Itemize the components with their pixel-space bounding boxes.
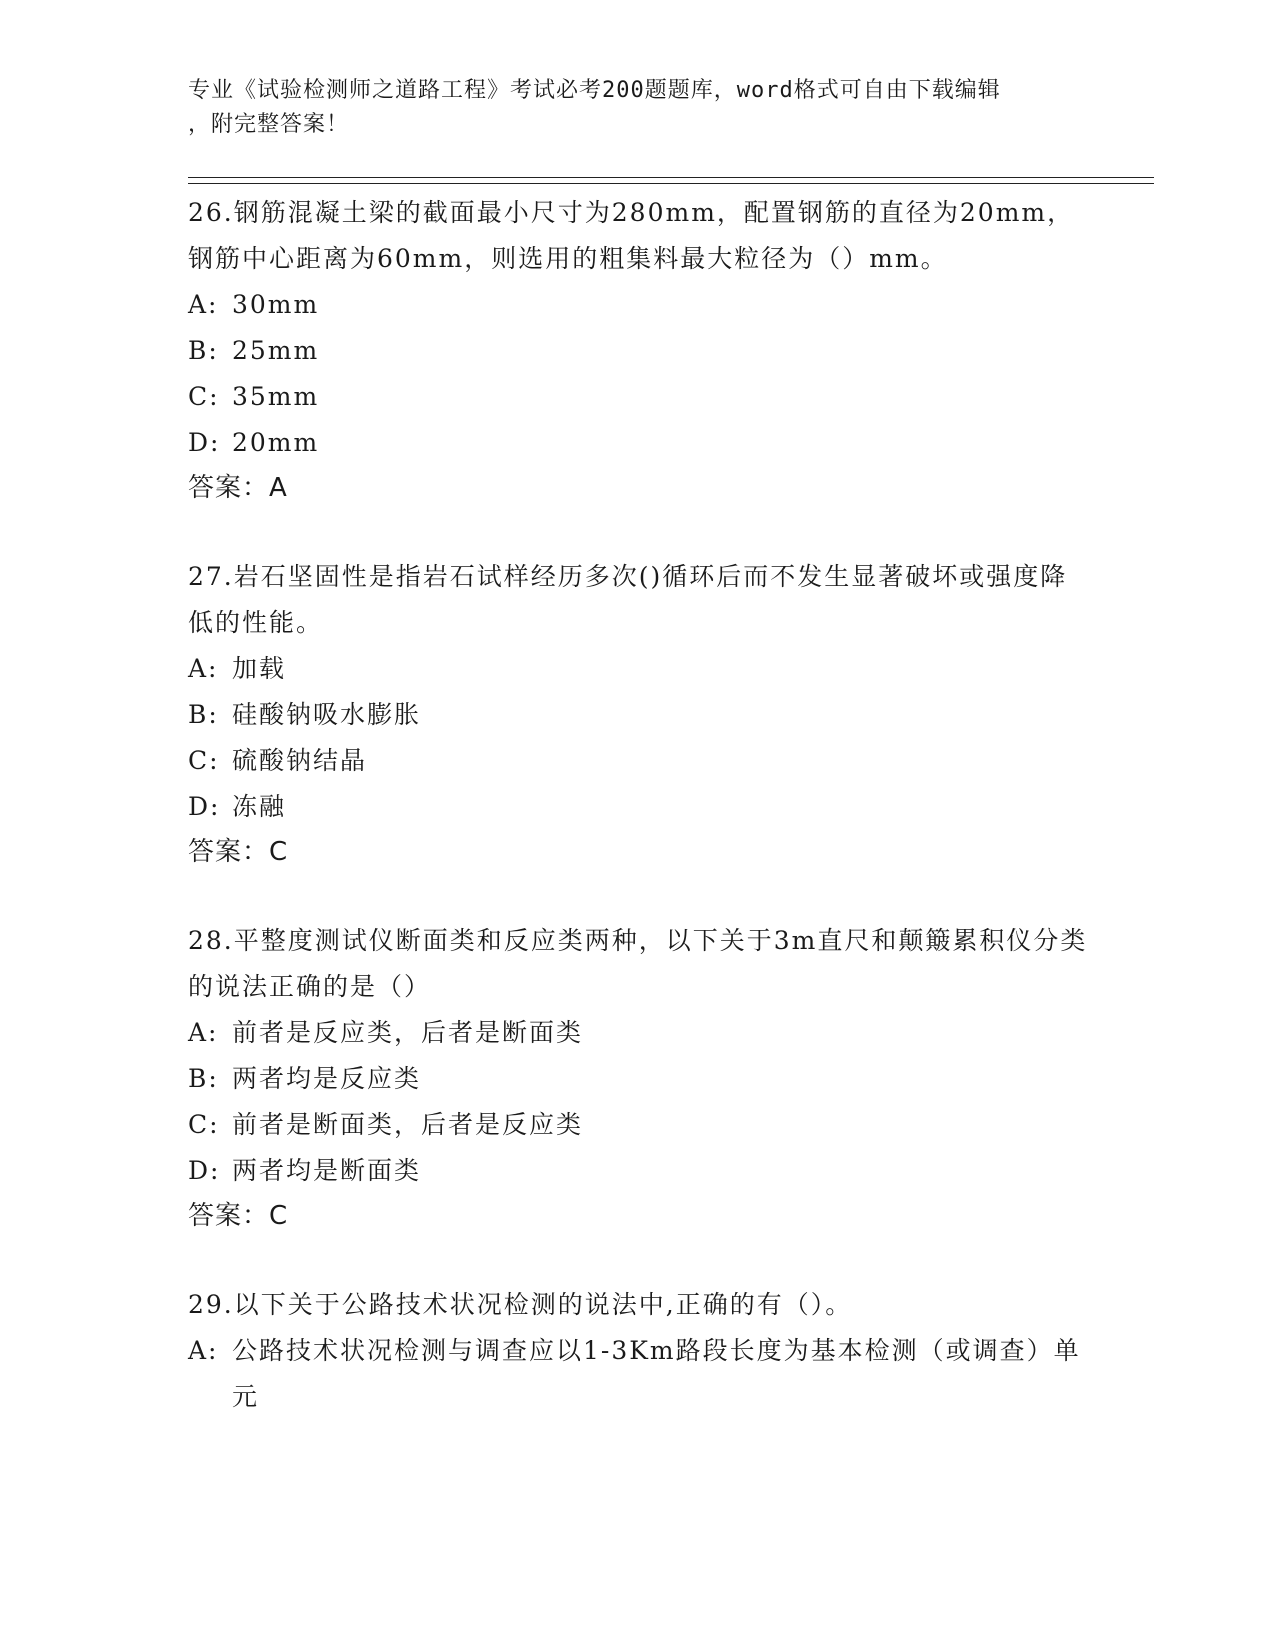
option-letter: A: xyxy=(188,654,219,683)
document-header xyxy=(188,74,1078,142)
option-c xyxy=(188,1102,1088,1148)
question-number: 26. xyxy=(188,198,234,227)
option-a xyxy=(188,1010,1088,1056)
option-a xyxy=(188,646,1088,692)
option-text: 前者是断面类，后者是反应类 xyxy=(232,1110,584,1139)
answer-line: 答案：C xyxy=(188,1201,289,1231)
option-letter: B: xyxy=(188,1064,219,1093)
option-text: 加载 xyxy=(232,654,287,683)
question-28 xyxy=(188,918,1088,1238)
option-letter: A: xyxy=(188,290,219,319)
option-text: 35mm xyxy=(232,382,320,411)
option-text: 前者是反应类，后者是断面类 xyxy=(232,1018,584,1047)
option-letter: C: xyxy=(188,746,220,775)
question-text: 钢筋混凝土梁的截面最小尺寸为280mm，配置钢筋的直径为20mm，钢筋中心距离为60mm，则选用的粗集料最大粒径为（）mm。 xyxy=(188,198,1075,273)
option-b xyxy=(188,328,1088,374)
option-text: 公路技术状况检测与调查应以1-3Km路段长度为基本检测（或调查）单元 xyxy=(232,1336,1081,1411)
option-text: 两者均是反应类 xyxy=(232,1064,422,1093)
question-stem xyxy=(188,918,1088,1010)
option-text: 25mm xyxy=(232,336,320,365)
option-letter: A: xyxy=(188,1336,219,1365)
option-text: 硅酸钠吸水膨胀 xyxy=(232,700,422,729)
header-line-2: ，附完整答案！ xyxy=(188,112,350,137)
option-letter: C: xyxy=(188,382,220,411)
option-a xyxy=(188,1328,1088,1420)
question-number: 27. xyxy=(188,562,234,591)
answer-line: 答案：A xyxy=(188,473,288,503)
option-text: 硫酸钠结晶 xyxy=(232,746,368,775)
option-d xyxy=(188,784,1088,830)
option-b xyxy=(188,692,1088,738)
option-letter: D: xyxy=(188,1156,221,1185)
question-text: 以下关于公路技术状况检测的说法中,正确的有（）。 xyxy=(233,1290,853,1319)
question-stem xyxy=(188,1282,1088,1328)
option-letter: A: xyxy=(188,1018,219,1047)
question-number: 29. xyxy=(188,1290,234,1319)
option-text: 20mm xyxy=(232,428,320,457)
answer-line: 答案：C xyxy=(188,837,289,867)
option-text: 冻融 xyxy=(232,792,287,821)
option-letter: D: xyxy=(188,792,221,821)
option-text: 两者均是断面类 xyxy=(232,1156,422,1185)
option-a xyxy=(188,282,1088,328)
question-26 xyxy=(188,190,1088,510)
question-text: 平整度测试仪断面类和反应类两种，以下关于3m直尺和颠簸累积仪分类的说法正确的是（） xyxy=(188,926,1088,1001)
option-b xyxy=(188,1056,1088,1102)
option-letter: C: xyxy=(188,1110,220,1139)
header-divider-top xyxy=(188,177,1154,178)
option-c xyxy=(188,738,1088,784)
question-stem xyxy=(188,554,1088,646)
option-d xyxy=(188,420,1088,466)
header-divider-bottom xyxy=(188,183,1154,184)
question-text: 岩石坚固性是指岩石试样经历多次()循环后而不发生显著破坏或强度降低的性能。 xyxy=(188,562,1068,637)
question-29 xyxy=(188,1282,1088,1420)
header-line-1: 专业《试验检测师之道路工程》考试必考200题题库，word格式可自由下载编辑 xyxy=(188,78,1001,103)
question-stem xyxy=(188,190,1088,282)
option-c xyxy=(188,374,1088,420)
option-text: 30mm xyxy=(232,290,320,319)
option-d xyxy=(188,1148,1088,1194)
option-letter: D: xyxy=(188,428,221,457)
option-letter: B: xyxy=(188,336,219,365)
question-number: 28. xyxy=(188,926,234,955)
question-list xyxy=(188,190,1088,1464)
option-letter: B: xyxy=(188,700,219,729)
question-27 xyxy=(188,554,1088,874)
